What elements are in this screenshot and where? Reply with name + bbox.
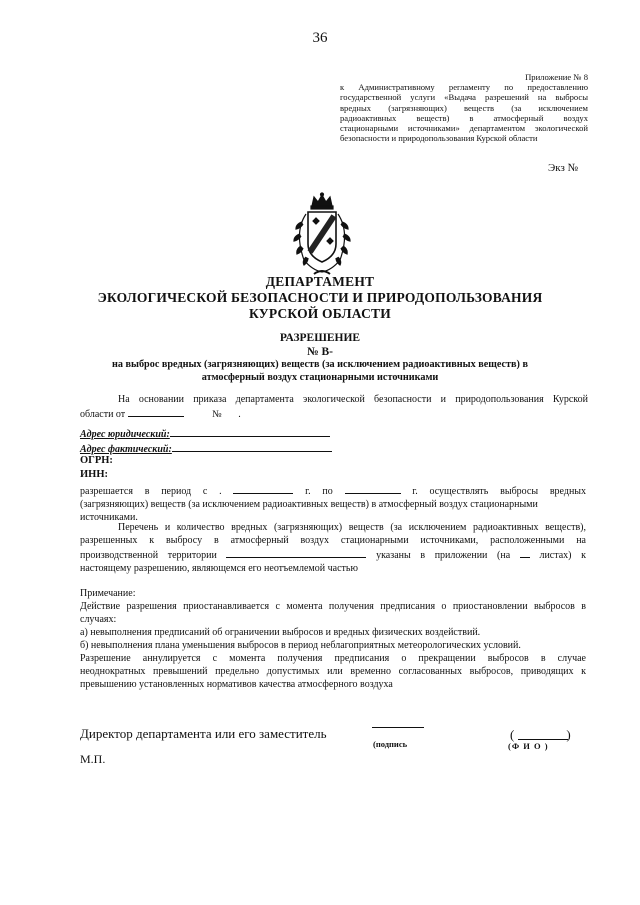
permit-title-block bbox=[0, 331, 640, 359]
period-tail: г. осуществлять выбросы вредных bbox=[412, 486, 587, 497]
notes-line: Разрешение аннулируется с момента получения предписания о прекращении выбросов в случае bbox=[80, 653, 586, 664]
legal-address-field bbox=[80, 426, 330, 440]
fio-close: ) bbox=[566, 727, 571, 742]
appendix-line: государственной услуги «Выдача разрешений на выбросы bbox=[340, 92, 588, 103]
permit-title: РАЗРЕШЕНИЕ bbox=[279, 332, 361, 344]
permit-subtitle-line: на выброс вредных (загрязняющих) веществ (за исключением радиоактивных веществ) в bbox=[112, 359, 528, 370]
department-header bbox=[0, 274, 640, 322]
period-paragraph bbox=[80, 483, 586, 524]
notes-line: б) невыполнения плана уменьшения выбросов в период неблагоприятных метеорологических условий. bbox=[80, 640, 521, 651]
territory-blank bbox=[226, 547, 366, 558]
permit-number: № В- bbox=[307, 346, 333, 358]
fio-line bbox=[518, 727, 571, 742]
coat-of-arms-icon bbox=[286, 192, 358, 282]
department-line: ЭКОЛОГИЧЕСКОЙ БЕЗОПАСНОСТИ И ПРИРОДОПОЛЬЗОВАНИЯ bbox=[97, 290, 543, 305]
basis-order-line bbox=[80, 406, 241, 421]
fio-open: ( bbox=[510, 727, 515, 742]
department-line: КУРСКОЙ ОБЛАСТИ bbox=[249, 306, 391, 321]
page-number: 36 bbox=[312, 30, 328, 46]
period-from-blank bbox=[233, 483, 293, 494]
appendix-line: безопасности и природопользования Курской области bbox=[340, 133, 538, 144]
appendix-block bbox=[340, 72, 588, 143]
list-line: настоящему разрешению, являющемся его неотъемлемой частью bbox=[80, 563, 358, 574]
appendix-line: радиоактивных веществ) в атмосферный воздух bbox=[340, 112, 588, 123]
period-from-label: в период с bbox=[144, 486, 208, 497]
notes-line: неоднократных превышений предельно допустимых или временно согласованных выбросов, приводящих к bbox=[80, 666, 586, 677]
legal-address-blank bbox=[170, 426, 330, 437]
sheets-tail: листах) к bbox=[539, 550, 586, 561]
list-line bbox=[80, 547, 586, 562]
copy-number-label: Экз № bbox=[548, 162, 579, 174]
notes-line: превышению установленных нормативов качества атмосферного воздуха bbox=[80, 679, 393, 690]
list-paragraph bbox=[80, 521, 586, 575]
period-to-blank bbox=[345, 483, 401, 494]
notes-block bbox=[80, 587, 586, 691]
order-number-label: № bbox=[212, 409, 222, 420]
actual-address-field bbox=[80, 441, 332, 455]
permit-subtitle-line: атмосферный воздух стационарными источниками bbox=[201, 372, 439, 383]
period-line bbox=[80, 483, 586, 498]
signature-line bbox=[372, 727, 424, 728]
notes-line: случаях: bbox=[80, 614, 117, 625]
period-line: (загрязняющих) веществ (за исключением радиоактивных веществ) в атмосферный воздух стационарными bbox=[80, 499, 538, 510]
notes-line: а) невыполнения предписаний об ограничении выбросов и вредных физических воздействий. bbox=[80, 627, 481, 638]
appendix-line: стационарными источниками» департаментом экологической bbox=[340, 123, 588, 134]
appendix-line: вредных (загрязняющих) веществ (за исключением bbox=[340, 102, 588, 113]
period-dot: . bbox=[219, 486, 222, 497]
stamp-place-label: М.П. bbox=[80, 752, 106, 766]
appendix-ref-label: указаны в приложении (на bbox=[376, 550, 511, 561]
territory-label: производственной территории bbox=[80, 550, 217, 561]
period-allowed: разрешается bbox=[80, 486, 133, 497]
list-line: разрешенных к выбросу в атмосферный воздух стационарными источниками, расположенными на bbox=[80, 535, 586, 546]
notes-line: Действие разрешения приостанавливается с момента получения предписания о приостановлении выбросов в bbox=[80, 601, 586, 612]
basis-line: На основании приказа департамента экологической безопасности и природопользования Курской bbox=[118, 394, 588, 405]
ogrn-label: ОГРН: bbox=[80, 455, 113, 466]
order-date-blank bbox=[128, 406, 184, 417]
legal-address-label: Адрес юридический: bbox=[80, 429, 170, 440]
appendix-line: к Административному регламенту по предоставлению bbox=[340, 82, 588, 93]
notes-heading: Примечание: bbox=[80, 588, 136, 599]
list-line: Перечень и количество вредных (загрязняющих) веществ (за исключением радиоактивных веществ), bbox=[118, 522, 586, 533]
period-to-label: г. по bbox=[305, 486, 333, 497]
actual-address-blank bbox=[172, 441, 332, 452]
basis-prefix: области от bbox=[80, 409, 126, 420]
signature-caption: (подпись bbox=[373, 739, 408, 749]
sheets-blank bbox=[520, 547, 530, 558]
period-line: источниками. bbox=[80, 512, 138, 523]
appendix-title: Приложение № 8 bbox=[525, 72, 588, 82]
inn-label: ИНН: bbox=[80, 469, 108, 480]
basis-tail: . bbox=[238, 409, 241, 420]
actual-address-label: Адрес фактический: bbox=[80, 444, 172, 455]
fio-caption: (Ф И О ) bbox=[508, 741, 549, 751]
director-label: Директор департамента или его заместитель bbox=[80, 726, 327, 741]
department-line: ДЕПАРТАМЕНТ bbox=[265, 274, 375, 289]
permit-subtitle bbox=[60, 358, 580, 384]
